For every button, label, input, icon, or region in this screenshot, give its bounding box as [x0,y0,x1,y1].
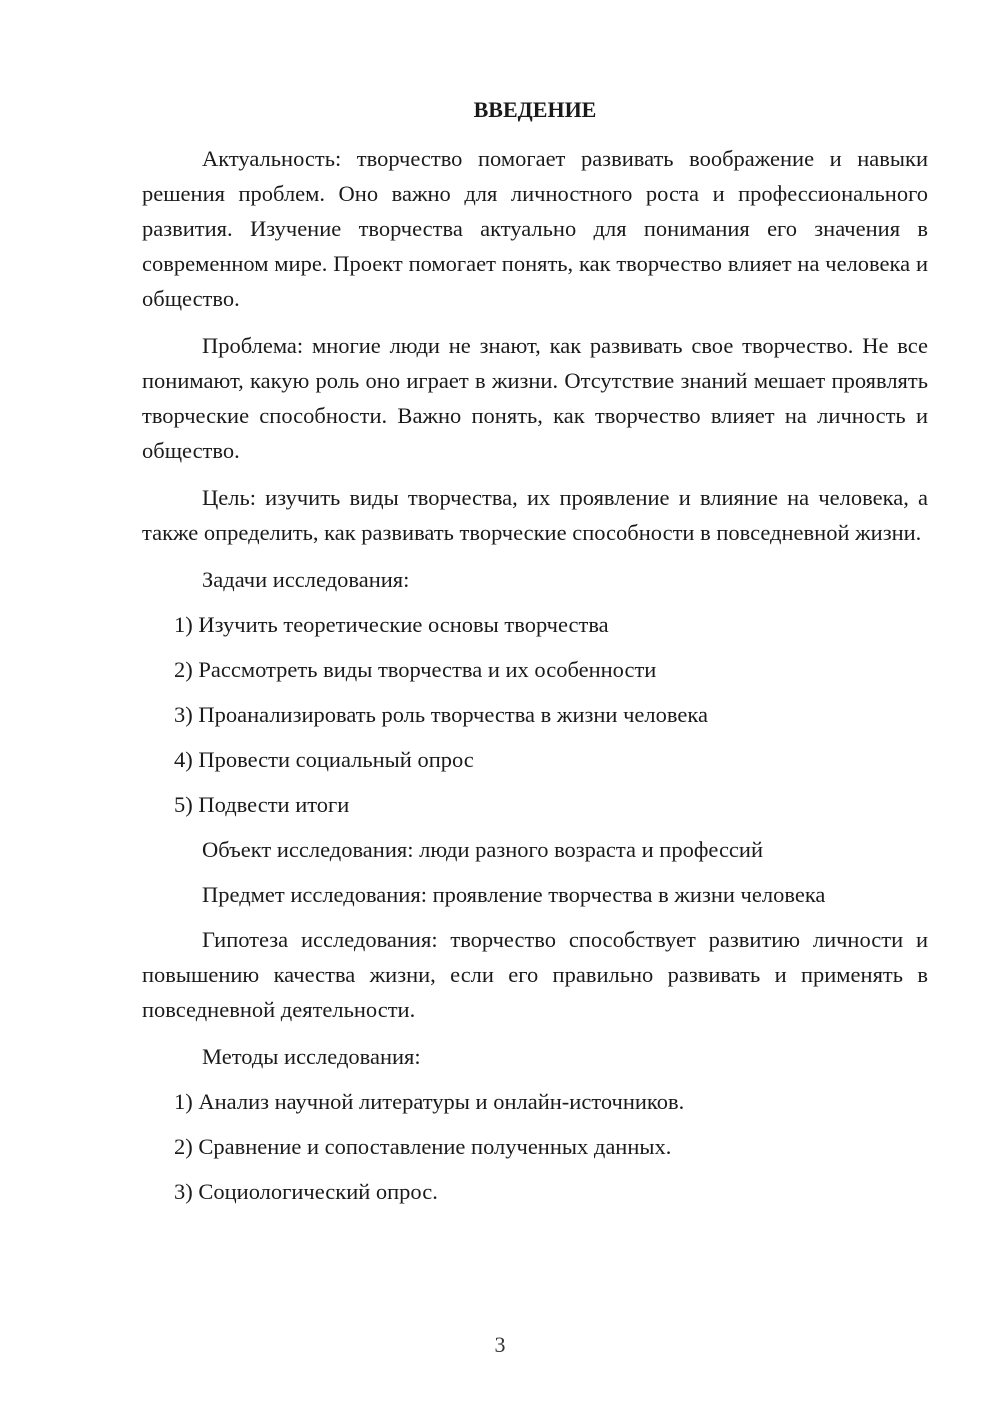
list-item: 5) Подвести итоги [174,792,350,817]
research-object: Объект исследования: люди разного возраста и профессий [202,837,764,862]
goal-paragraph: Цель: изучить виды творчества, их проявление и влияние на человека, а также определить, как развивать творческие способности в повседневной жизни. [142,485,928,545]
page-number: 3 [494,1332,506,1357]
actuality-paragraph: Актуальность: творчество помогает развивать воображение и навыки решения проблем. Оно важно для личностного роста и профессионального развития. Изучение творчества актуально для понимания его значения в современном мире. Проект помогает понять, как творчество влияет на человека и общество. [142,146,928,311]
hypothesis-paragraph: Гипотеза исследования: творчество способствует развитию личности и повышению качества жизни, если его правильно развивать и применять в повседневной деятельности. [142,927,928,1022]
methods-list [142,1084,928,1209]
methods-heading: Методы исследования: [202,1044,421,1069]
list-item: 4) Провести социальный опрос [174,747,474,772]
research-subject: Предмет исследования: проявление творчества в жизни человека [202,882,826,907]
tasks-heading: Задачи исследования: [202,567,410,592]
list-item: 2) Сравнение и сопоставление полученных данных. [174,1134,672,1159]
list-item: 2) Рассмотреть виды творчества и их особенности [174,657,657,682]
tasks-list [142,607,928,822]
list-item: 3) Социологический опрос. [174,1179,438,1204]
problem-paragraph: Проблема: многие люди не знают, как развивать свое творчество. Не все понимают, какую роль оно играет в жизни. Отсутствие знаний мешает проявлять творческие способности. Важно понять, как творчество влияет на личность и общество. [142,333,928,463]
list-item: 3) Проанализировать роль творчества в жизни человека [174,702,708,727]
list-item: 1) Анализ научной литературы и онлайн-источников. [174,1089,685,1114]
list-item: 1) Изучить теоретические основы творчества [174,612,609,637]
page-title: ВВЕДЕНИЕ [473,97,597,122]
document-page [142,92,928,1219]
